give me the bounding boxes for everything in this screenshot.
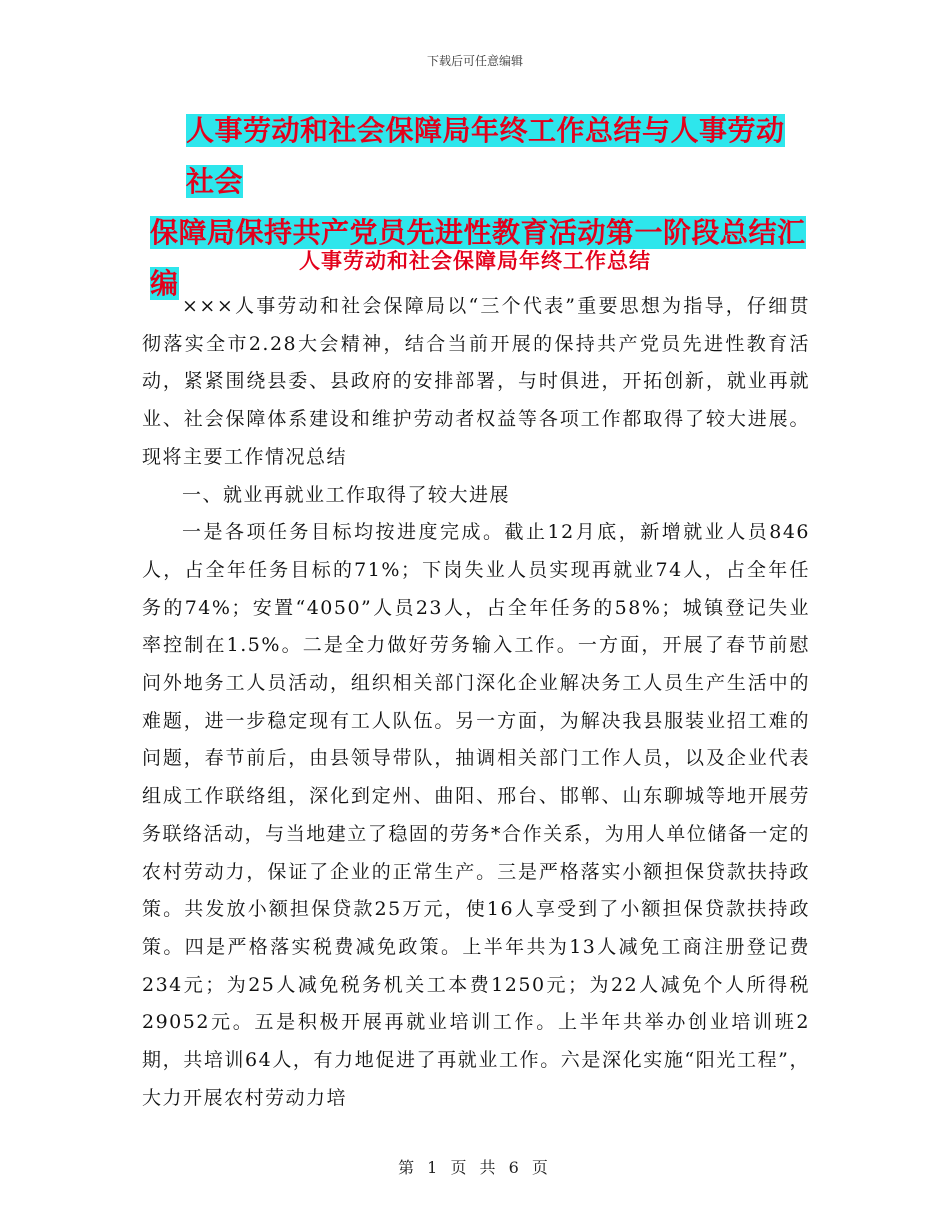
section-title: 人事劳动和社会保障局年终工作总结 <box>299 249 651 273</box>
body-text <box>142 288 810 1117</box>
page-footer: 第 1 页 共 6 页 <box>398 1158 552 1177</box>
title-line-2: 保障局保持共产党员先进性教育活动第一阶段总结汇编 <box>150 216 806 300</box>
paragraph-intro: ×××人事劳动和社会保障局以“三个代表”重要思想为指导，仔细贯彻落实全市2.28大会精神，结合当前开展的保持共产党员先进性教育活动，紧紧围绕县委、县政府的安排部署，与时俱进，开拓创新，就业再就业、社会保障体系建设和维护劳动者权益等各项工作都取得了较大进展。现将主要工作情况总结 <box>142 295 810 468</box>
header-note: 下载后可任意编辑 <box>426 54 523 68</box>
paragraph-heading: 一、就业再就业工作取得了较大进展 <box>182 483 511 506</box>
paragraph-details: 一是各项任务目标均按进度完成。截止12月底，新增就业人员846人，占全年任务目标的71%；下岗失业人员实现再就业74人，占全年任务的74%；安置“4050”人员23人，占全年任务的58%；城镇登记失业率控制在1.5%。二是全力做好劳务输入工作。一方面，开展了春节前慰问外地务工人员活动，组织相关部门深化企业解决务工人员生产生活中的难题，进一步稳定现有工人队伍。另一方面，为解决我县服装业招工难的问题，春节前后，由县领导带队，抽调相关部门工作人员，以及企业代表组成工作联络组，深化到定州、曲阳、邢台、邯郸、山东聊城等地开展劳务联络活动，与当地建立了稳固的劳务*合作关系，为用人单位储备一定的农村劳动力，保证了企业的正常生产。三是严格落实小额担保贷款扶持政策。共发放小额担保贷款25万元，使16人享受到了小额担保贷款扶持政策。四是严格落实税费减免政策。上半年共为13人减免工商注册登记费234元；为25人减免税务机关工本费1250元；为22人减免个人所得税29052元。五是积极开展再就业培训工作。上半年共举办创业培训班2期，共培训64人，有力地促进了再就业工作。六是深化实施“阳光工程”，大力开展农村劳动力培 <box>142 521 810 1109</box>
title-line-1: 人事劳动和社会保障局年终工作总结与人事劳动社会 <box>186 114 785 198</box>
document-title <box>150 105 810 309</box>
